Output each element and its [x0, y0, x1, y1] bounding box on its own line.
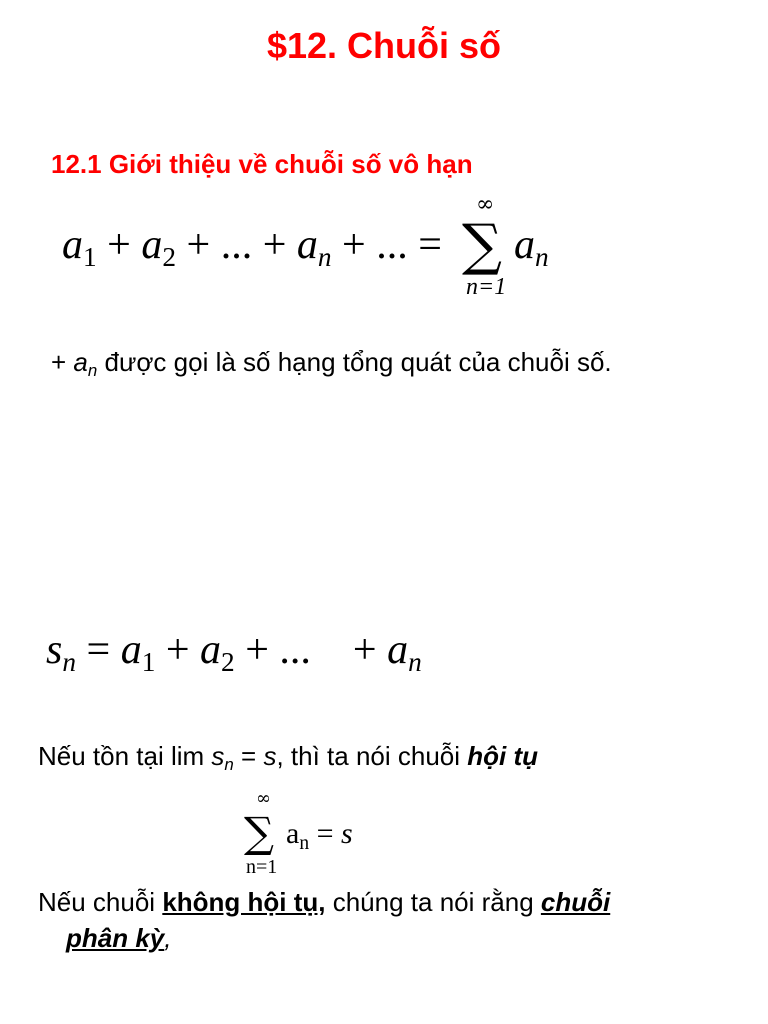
convergence-statement: Nếu tồn tại $\lim s_n = s$, thì ta nói chuỗi hội tụ — [38, 741, 539, 775]
section-heading: 12.1 Giới thiệu về chuỗi số vô hạn — [51, 149, 473, 179]
summation-symbol — [462, 194, 516, 304]
convergent-term: hội tụ — [467, 741, 539, 771]
not-convergent-term: không hội tụ, — [162, 887, 326, 917]
partial-sum-formula: $s_n = a_1 + a_2$ + ... + $a_n$ — [46, 627, 422, 678]
sigma-icon: ∑ — [244, 808, 274, 857]
slide-title: $12. Chuỗi số — [266, 25, 502, 66]
divergent-series-term: chuỗi — [540, 887, 611, 917]
divergent-term: phân kỳ — [66, 923, 165, 953]
sigma-icon: ∑ — [462, 213, 502, 278]
sum-lower-limit: n=1 — [246, 856, 278, 878]
summation-term: $a_n$ — [514, 222, 549, 273]
sum-upper-limit: ∞ — [256, 788, 271, 809]
general-term-description: + $a_n$ được gọi là số hạng tổng quát của chuỗi số. — [51, 347, 612, 381]
summation-lower-limit: n=1 — [466, 274, 507, 300]
convergent-sum-term: $a_n = s$ — [286, 817, 353, 854]
summation-upper-limit: ∞ — [476, 192, 495, 217]
divergence-statement: Nếu chuỗi không hội tụ, chúng ta nói rằng chuỗi — [38, 887, 611, 917]
series-formula-lhs: $a_1 + a_2$ + ... + $a_n$ + ... = — [62, 222, 442, 273]
divergence-statement-continued: phân kỳ, — [66, 923, 172, 953]
convergent-sum-symbol — [244, 790, 288, 886]
